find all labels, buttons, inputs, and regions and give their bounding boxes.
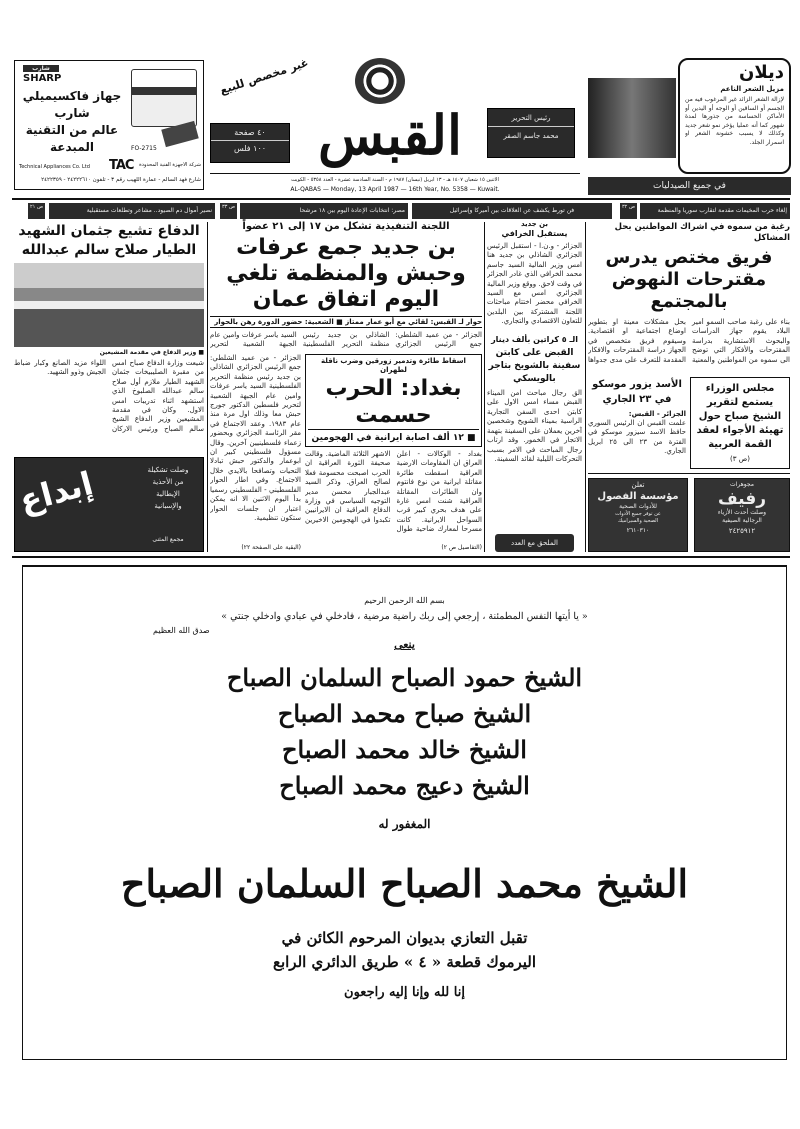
baghdad-body: بغداد - الوكالات - اعلن العراق ان المقاومات الارضية العراقية اسقطت طائرة مقاتلة ايرانية من نوع فانتوم وان الطائرات المقاتلة العراقية شنت امس غارة على هدف بحري كبير قرب السواحل الايرانية. كانت مسرحا لمعارك ضاحية طوال الاشهر الثلاثة الماضية. وقالت صحيفة الثورة العراقية ان الحرب اصبحت محسومة فعلا لصالح العراق. وذكر السيد عبدالجبار محسن مدير التوجيه السياسي في وزارة الدفاع العراقية ان الايرانيين تكبدوا في الهجومين الاخيرين — [305, 450, 482, 534]
late-label: المغفور له — [378, 817, 431, 831]
tac-logo: TAC — [109, 158, 134, 173]
logo-emblem — [355, 58, 405, 104]
left-column — [14, 222, 204, 552]
fusool-name: مؤسسة الفصول — [597, 491, 679, 502]
mourner: الشيخ حمود الصباح السلمان الصباح — [226, 663, 583, 692]
newspaper-logo: القبس — [318, 103, 462, 167]
closing-phrase: إنا لله وإنا إليه راجعون — [344, 985, 465, 1000]
sharp-address: شارع فهد السالم - عمارة اللهيب رقم ٣ - تلفون ٢٤٢٢٢٦١٠ - ٢٤٢٢٣٥٩ — [41, 177, 201, 183]
section-rule — [12, 556, 790, 558]
baghdad-subhead: ■ ١٢ ألف اصابة ايرانية في الهجومين — [308, 429, 479, 444]
quran-verse: « يا أيتها النفس المطمئنة ، إرجعي إلى ربك راضية مرضية ، فادخلي في عبادي وادخلي جنتي » — [221, 611, 588, 622]
column-rule — [484, 222, 485, 552]
rafif-top: مجوهرات — [730, 481, 754, 488]
sharp-brand: SHARP — [23, 73, 62, 84]
dilan-box — [678, 58, 791, 174]
cabinet-headline: مجلس الوزراء يستمع لتقرير الشيخ صباح حول تهيئة الأجواء لعقد القمة العربية — [696, 383, 784, 450]
second-column — [487, 220, 582, 552]
fusool-top: تعلن — [631, 481, 645, 489]
teaser-4[interactable]: نصير أموال دم الصيود.. مشاعر وتطلعات مستقبلية — [49, 203, 215, 219]
story-kicker: رغبة من سموه في اشراك المواطنين بحل المشاكل — [614, 222, 790, 243]
main-continued: (البقية على الصفحة ٢٢) — [241, 544, 301, 551]
price-box — [210, 123, 290, 163]
teaser-page[interactable]: ص ٢١ — [28, 203, 45, 219]
rafif-line: الرجالية الصيفية — [722, 517, 762, 524]
funeral-photo — [14, 263, 204, 347]
ibdaa-ad — [14, 457, 204, 552]
fusool-ad — [588, 478, 688, 552]
obituary-notice — [22, 565, 787, 1060]
editor-label: رئيس التحرير — [488, 114, 574, 127]
editor-box — [487, 108, 575, 158]
baghdad-headline: بغداد: الحرب حسمت — [325, 376, 462, 428]
condolence-line: تقبل التعازي بديوان المرحوم الكائن في — [281, 929, 528, 947]
main-headline: بن جديد جمع عرفات وحبش والمنظمة تلغي اليوم اتفاق عمان — [226, 235, 466, 312]
column-rule — [585, 222, 586, 552]
deceased-name: الشيخ محمد الصباح السلمان الصباح — [120, 861, 689, 906]
ibdaa-lines — [135, 464, 201, 512]
sharp-line: عالم من التقنية — [25, 123, 119, 137]
fusool-phone: ٢٦١٠٣١٠ — [626, 527, 650, 534]
dilan-ad — [588, 58, 793, 196]
teaser-page[interactable]: ص ٣٢ — [620, 203, 637, 219]
main-kicker: اللجنة التنفيذية تشكل من ١٧ إلى ٢١ عضواً — [242, 221, 450, 232]
teaser-2[interactable]: فن تورط يكشف عن العلاقات بين أميركا وإسرائيل — [412, 203, 612, 219]
dilan-subtitle: مزيل الشعر الناعم — [720, 85, 784, 93]
ibdaa-footer: مجمع المثنى — [152, 536, 184, 543]
story-headline: فريق مختص يدرس مقترحات النهوض بالمجتمع — [605, 247, 773, 312]
dilan-title: ديلان — [738, 62, 784, 83]
right-column — [588, 222, 790, 552]
cabinet-box — [690, 377, 790, 469]
kharafi-kicker: بن جديد — [520, 220, 549, 228]
cabinet-page: (ص ٣) — [730, 455, 750, 463]
baghdad-kicker: اسقاط طائرة وتدمير زورقين وضرب ناقلة لطهران — [321, 357, 466, 374]
fax-model: FO-2715 — [131, 145, 157, 152]
assad-headline: الأسد يزور موسكو في ٢٣ الجاري — [592, 379, 682, 405]
sharp-ad — [14, 60, 204, 190]
price: ١٠٠ فلس — [233, 144, 267, 153]
dilan-text: لإزالة الشعر الزائد غير المرغوب فيه من الجسم أو الساقين أو الوجه أو اليدين أو الأماكن الحساسة من جذورها لمدة شهور كما أنه عمليا يؤخر نمو شعر جديد وكذلك لا يسبب خشونة الشعر او اسمرار الجلد. — [685, 96, 784, 146]
mourner: الشيخ خالد محمد الصباح — [282, 735, 527, 764]
main-subheads: حوار لـ القبس: لقائي مع أبو عمار ممتاز ■ الشعبية: حضور الدورة رهن بالحوار — [214, 318, 482, 326]
page-count: ٤٠ صفحة — [211, 128, 289, 141]
masthead-underline — [210, 173, 580, 174]
not-for-sale: غير مخصص للبيع — [218, 56, 310, 97]
editor-name: محمد جاسم الصقر — [503, 132, 559, 140]
column-rule — [207, 222, 208, 552]
company-name: Technical Appliances Co. Ltd — [19, 164, 90, 170]
announce: ينعى — [394, 638, 415, 651]
dilan-photo — [588, 78, 676, 158]
story-body: بناء على رغبة صاحب السمو أمير البلاد يقوم جهاز الدراسات والبحوث الاستشارية بدراسة المقترحات والأفكار التي توضح الى سموه من المواطنين والمعنية بحل مشكلات معينة او بتطوير اوضاع اجتماعية او اقتصادية. وسيقوم فريق متخصص في الجهاز دراسة المقترحات والافكار المقدمة للتعرف على مدى جدواها — [588, 318, 790, 364]
rafif-phone: ٢٤٢٥٩١٢ — [728, 527, 756, 535]
sharp-line: جهاز فاكسيميلي — [22, 89, 122, 103]
condolence-line: اليرموك قطعة « ٤ » طريق الدائري الرابع — [272, 953, 537, 971]
mourner: الشيخ صباح محمد الصباح — [277, 699, 532, 728]
rafif-name: رفيف — [717, 489, 767, 509]
teaser-page[interactable]: ص ٣٣ — [220, 203, 237, 219]
sharp-line: المبدعة — [50, 140, 94, 154]
captain-kicker: الـ ٥ كراتين بألف دينار — [491, 335, 578, 345]
fusool-line: الصحية والسيراميك — [617, 518, 659, 524]
divider — [210, 327, 482, 328]
photo-caption: ■ وزير الدفاع في مقدمة المشيعين — [99, 349, 204, 356]
teaser-1[interactable]: إلغاء حرب المخيمات مقدمة لتقارب سوريا والمنظمة — [640, 203, 790, 219]
teaser-strip — [12, 203, 790, 219]
fax-machine-image — [131, 69, 197, 127]
ibdaa-line: من الأحذية — [152, 478, 184, 486]
date-english: AL-QABAS — Monday, 13 April 1987 — 16th Year, No. 5358 — Kuwait. — [290, 186, 500, 193]
distributor: شركة الأجهزة الفنية المحدودة — [139, 162, 201, 168]
ibdaa-line: الإيطالية — [156, 490, 180, 498]
ibdaa-line: وصلت تشكيلة — [147, 466, 189, 474]
rafif-line: وصلت أحدث الأزياء — [717, 509, 767, 516]
sharp-line: شارب — [54, 106, 90, 120]
ibdaa-line: والإسبانية — [154, 502, 182, 510]
basmala: بسم الله الرحمن الرحيم — [364, 596, 445, 605]
middle-row — [588, 377, 790, 469]
fusool-line: للأدوات الصحية — [619, 503, 657, 510]
main-body-cont: الجزائر - من عميد الشلطي: جمع الرئيس الجزائري الشاذلي بن جديد رئيس منظمة التحرير الفلسطينية السيد ياسر عرفات وامين عام الجبهة الشعبية لتحرير فلسطين الدكتور جورج حبش معا وذلك اول مرة منذ عام ١٩٨٣. وعقد الاجتماع في مقر الرئاسة الجزائري وبحضور زعماء فلسطينيين آخرين. وقال مسؤول فلسطيني كبير ان ابوعمار والدكتور حبش تبادلا التحيات وتصافحا بالايدي خلال الاجتماع. وفي اطار الحوار الفلسطيني - الفلسطيني رسميا بدأ اليوم الاثنين الا انه يمكن اعتبار ان جلسات الحوار ستكون تنظيمية. — [210, 354, 301, 522]
assad-dateline: الجزائر - القبس: — [628, 410, 686, 418]
baghdad-column — [305, 354, 482, 552]
sharp-headline — [17, 88, 127, 156]
fusool-line: عن توفر جميع الأدوات — [615, 511, 661, 517]
ibdaa-title: إبداع — [15, 464, 97, 520]
rafif-ad — [694, 478, 790, 552]
story-baghdad — [305, 354, 482, 447]
assad-body: علمت القبس ان الرئيس السوري حافظ الاسد سيزور موسكو في الفترة من ٢٣ الى ٢٥ ابريل الجاري. — [588, 419, 686, 456]
main-cont-column — [210, 354, 301, 552]
supplement-link[interactable]: الملحق مع العدد — [495, 534, 574, 552]
teaser-3[interactable]: مصر: انتخابات الإعادة اليوم بين ١٨ مرشحا — [240, 203, 408, 219]
defense-headline: الدفاع تشيع جثمان الشهيد الطيار صلاح سالم عبدالله — [18, 223, 200, 258]
mourner: الشيخ دعيج محمد الصباح — [279, 771, 530, 800]
captain-body: الق رجال مباحث امن الميناء القبض مساء امس الاول على كابتن احدى السفن التجارية الراسية بميناء الشويخ وشخصين آخرين يعملان على السفينة بتهمة الاتجار في الخمور. وقد ارتاب رجال المباحث في الامر بسبب التحركات الليلية لقائد السفينة. — [487, 389, 582, 463]
center-column — [210, 220, 482, 552]
story-assad — [588, 377, 686, 469]
divider — [588, 473, 790, 474]
captain-headline: القبض على كابتن سفينة بالشويخ بتاجر بالويسكي — [488, 348, 581, 385]
baghdad-continued: (التفاصيل ص ٢) — [441, 544, 482, 551]
sadaqa: صدق الله العظيم — [153, 626, 210, 635]
main-body: الجزائر - من عميد الشلطي: جمع الرئيس الجزائري الشاذلي بن جديد رئيس منظمة التحرير الفلسطينية السيد ياسر عرفات وامين عام الجبهة الشعبية لتحرير — [210, 331, 482, 349]
date-arabic: الاثنين ١٥ شعبان ١٤٠٧ هـ - ١٣ ابريل (نيسان) ١٩٨٧ م - السنة السادسة عشرة - العدد ٥٣٥٨ - الكويت — [291, 177, 499, 183]
kharafi-body: الجزائر - و.ن.ا - استقبل الرئيس الجزائري الشاذلي بن جديد هنا امس وزير المالية السيد جاسم محمد الخرافي الذي غادر الجزائر في وقت لاحق. ووقع وزير المالية الجزائري امس مع السيد الخرافي محضر اختتام مباحثات اللجنة المشتركة بين البلدين للتعاون الاقتصادي والتجاري. — [487, 242, 582, 326]
defense-body: شيعت وزارة الدفاع صباح امس من مقبرة الصليبيخات جثمان الشهيد الطيار ملازم أول صلاح سالم عبدالله الصلبوخ الذي استشهد اثناء تدريبات امس الاول. وكان في مقدمة المشيعين وزير الدفاع الشيخ سالم الصباح ورئيس الاركان اللواء مزيد الصانع وكبار ضباط الجيش وذوو الشهيد. — [14, 359, 204, 433]
lower-center — [210, 354, 482, 552]
sharp-brand-ar: شارب — [23, 65, 59, 72]
dilan-footer: في جميع الصيدليات — [588, 177, 791, 195]
top-rule — [12, 198, 790, 200]
kharafi-headline: يستقبل الخرافي — [501, 229, 568, 238]
ads-row — [588, 478, 790, 552]
